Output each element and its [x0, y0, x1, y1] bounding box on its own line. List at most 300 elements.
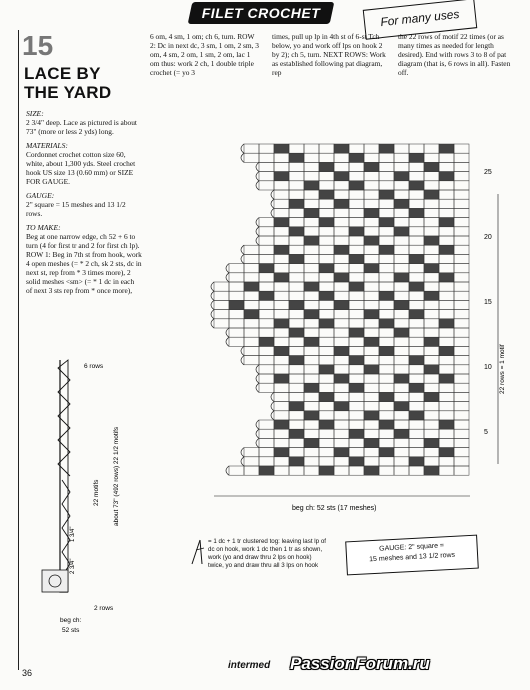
mesh-cell	[319, 319, 334, 328]
section-banner	[188, 2, 335, 24]
size-heading: SIZE:	[26, 109, 44, 118]
mesh-cell	[364, 365, 379, 374]
edge-loop	[256, 162, 259, 171]
mesh-cell	[334, 208, 349, 217]
mesh-cell	[259, 291, 274, 300]
edge-loop	[226, 337, 229, 346]
edge-loop	[241, 153, 244, 162]
mesh-cell	[364, 254, 379, 263]
pattern-title	[24, 64, 111, 102]
mesh-cell	[439, 208, 454, 217]
mesh-cell	[349, 254, 364, 263]
mesh-cell	[409, 172, 424, 181]
mesh-cell	[394, 411, 409, 420]
mesh-cell	[289, 153, 304, 162]
mesh-cell	[409, 300, 424, 309]
mesh-cell	[274, 356, 289, 365]
mesh-cell	[244, 245, 259, 254]
mesh-cell	[349, 227, 364, 236]
mesh-cell	[214, 319, 229, 328]
mesh-cell	[304, 402, 319, 411]
mesh-cell	[394, 356, 409, 365]
mesh-cell	[379, 208, 394, 217]
rows-bottom-label: 2 rows	[94, 605, 114, 612]
margin-rule	[18, 30, 19, 670]
mesh-cell	[274, 254, 289, 263]
mesh-cell	[319, 254, 334, 263]
mesh-cell	[439, 153, 454, 162]
mesh-cell	[424, 172, 439, 181]
mesh-cell	[334, 374, 349, 383]
mesh-cell	[439, 448, 454, 457]
mesh-cell	[379, 264, 394, 273]
mesh-cell	[259, 172, 274, 181]
page-number: 36	[22, 668, 33, 678]
mesh-cell	[319, 374, 334, 383]
mesh-cell	[349, 346, 364, 355]
mesh-cell	[274, 429, 289, 438]
mesh-cell	[379, 466, 394, 475]
gauge-heading: GAUGE:	[26, 191, 55, 200]
mesh-cell	[289, 273, 304, 282]
mesh-cell	[439, 402, 454, 411]
title-line-2: THE YARD	[24, 83, 112, 102]
mesh-cell	[409, 411, 424, 420]
edge-loop	[256, 420, 259, 429]
mesh-cell	[409, 162, 424, 171]
mesh-cell	[364, 144, 379, 153]
pattern-number: 15	[22, 30, 54, 61]
mesh-cell	[424, 383, 439, 392]
mesh-cell	[229, 337, 244, 346]
mesh-cell	[424, 208, 439, 217]
mesh-cell	[364, 438, 379, 447]
mesh-cell	[319, 337, 334, 346]
mesh-cell	[409, 448, 424, 457]
mesh-cell	[334, 438, 349, 447]
mesh-cell	[349, 356, 364, 365]
mesh-cell	[304, 291, 319, 300]
mesh-cell	[349, 291, 364, 300]
mesh-cell	[304, 162, 319, 171]
mesh-cell	[364, 199, 379, 208]
mesh-cell	[364, 264, 379, 273]
mesh-cell	[319, 411, 334, 420]
row-label-25: 25	[484, 169, 492, 176]
mesh-cell	[349, 300, 364, 309]
mesh-cell	[349, 245, 364, 254]
mesh-cell	[274, 218, 289, 227]
mesh-cell	[409, 346, 424, 355]
mesh-cell	[454, 383, 469, 392]
mesh-cell	[319, 199, 334, 208]
mesh-cell	[244, 319, 259, 328]
edge-loop	[256, 227, 259, 236]
mesh-cell	[304, 208, 319, 217]
mesh-cell	[439, 227, 454, 236]
mesh-cell	[319, 208, 334, 217]
mesh-cell	[364, 420, 379, 429]
mesh-cell	[364, 245, 379, 254]
mesh-cell	[304, 264, 319, 273]
lace-schematic	[40, 356, 150, 636]
mesh-cell	[394, 199, 409, 208]
mesh-cell	[259, 254, 274, 263]
mesh-cell	[319, 153, 334, 162]
mesh-cell	[304, 310, 319, 319]
mesh-cell	[454, 374, 469, 383]
mesh-cell	[379, 144, 394, 153]
edge-loop	[256, 429, 259, 438]
mesh-cell	[334, 365, 349, 374]
mesh-cell	[244, 310, 259, 319]
mesh-cell	[334, 181, 349, 190]
mesh-cell	[424, 236, 439, 245]
mesh-cell	[454, 282, 469, 291]
mesh-cell	[229, 264, 244, 273]
mesh-cell	[394, 291, 409, 300]
mesh-cell	[439, 328, 454, 337]
mesh-cell	[394, 300, 409, 309]
mesh-cell	[334, 227, 349, 236]
mesh-cell	[274, 383, 289, 392]
mesh-cell	[289, 337, 304, 346]
mesh-cell	[289, 356, 304, 365]
mesh-cell	[454, 457, 469, 466]
mesh-cell	[259, 162, 274, 171]
mesh-cell	[304, 374, 319, 383]
mesh-cell	[304, 273, 319, 282]
mesh-cell	[349, 162, 364, 171]
mesh-cell	[244, 300, 259, 309]
mesh-cell	[409, 383, 424, 392]
mesh-cell	[394, 245, 409, 254]
edge-loop	[211, 300, 214, 309]
mesh-cell	[289, 310, 304, 319]
mesh-cell	[424, 273, 439, 282]
mesh-cell	[304, 411, 319, 420]
edge-loop	[241, 346, 244, 355]
mesh-cell	[244, 337, 259, 346]
mesh-cell	[394, 144, 409, 153]
mesh-cell	[364, 466, 379, 475]
mesh-cell	[274, 411, 289, 420]
mesh-cell	[454, 328, 469, 337]
mesh-cell	[289, 466, 304, 475]
mesh-cell	[454, 199, 469, 208]
mesh-cell	[319, 420, 334, 429]
mesh-cell	[394, 208, 409, 217]
mesh-cell	[259, 273, 274, 282]
mesh-cell	[424, 254, 439, 263]
mesh-cell	[304, 448, 319, 457]
mesh-cell	[364, 411, 379, 420]
mesh-cell	[364, 392, 379, 401]
mesh-cell	[319, 190, 334, 199]
mesh-cell	[274, 328, 289, 337]
mesh-cell	[334, 448, 349, 457]
mesh-cell	[304, 356, 319, 365]
mesh-cell	[424, 411, 439, 420]
mesh-cell	[439, 273, 454, 282]
mesh-cell	[274, 420, 289, 429]
motifs-label: 22 motifs	[93, 479, 100, 506]
mesh-cell	[274, 208, 289, 217]
mesh-cell	[319, 282, 334, 291]
mesh-cell	[439, 254, 454, 263]
mesh-cell	[409, 319, 424, 328]
mesh-cell	[334, 218, 349, 227]
mesh-cell	[439, 420, 454, 429]
edge-loop	[271, 199, 274, 208]
mesh-cell	[259, 420, 274, 429]
mesh-cell	[334, 172, 349, 181]
mesh-cell	[289, 208, 304, 217]
mesh-cell	[304, 365, 319, 374]
mesh-cell	[394, 337, 409, 346]
mesh-cell	[304, 190, 319, 199]
mesh-cell	[379, 181, 394, 190]
mesh-cell	[349, 411, 364, 420]
mesh-cell	[379, 402, 394, 411]
mesh-cell	[394, 346, 409, 355]
mesh-cell	[439, 245, 454, 254]
row-label-5: 5	[484, 429, 488, 436]
mesh-cell	[454, 337, 469, 346]
mesh-cell	[454, 245, 469, 254]
mesh-cell	[259, 310, 274, 319]
mesh-cell	[379, 310, 394, 319]
mesh-cell	[274, 172, 289, 181]
mesh-cell	[334, 273, 349, 282]
mesh-cell	[364, 190, 379, 199]
edge-loop	[256, 374, 259, 383]
mesh-cell	[289, 264, 304, 273]
mesh-cell	[244, 346, 259, 355]
mesh-cell	[409, 218, 424, 227]
mesh-cell	[304, 337, 319, 346]
mesh-cell	[409, 227, 424, 236]
mesh-cell	[259, 181, 274, 190]
mesh-cell	[424, 337, 439, 346]
mesh-cell	[259, 346, 274, 355]
mesh-cell	[319, 392, 334, 401]
mesh-cell	[409, 208, 424, 217]
mesh-cell	[334, 356, 349, 365]
mesh-cell	[364, 337, 379, 346]
mesh-cell	[439, 429, 454, 438]
mesh-cell	[379, 162, 394, 171]
mesh-cell	[379, 254, 394, 263]
mesh-cell	[424, 346, 439, 355]
mesh-cell	[379, 245, 394, 254]
mesh-cell	[424, 328, 439, 337]
mesh-cell	[454, 227, 469, 236]
mesh-cell	[319, 365, 334, 374]
mesh-cell	[304, 319, 319, 328]
mesh-cell	[349, 190, 364, 199]
mesh-cell	[319, 429, 334, 438]
mesh-cell	[319, 291, 334, 300]
brand-logo: intermed	[228, 660, 271, 671]
edge-loop	[211, 291, 214, 300]
mesh-cell	[364, 374, 379, 383]
mesh-cell	[274, 310, 289, 319]
mesh-cell	[289, 254, 304, 263]
mesh-cell	[289, 172, 304, 181]
mesh-cell	[409, 310, 424, 319]
mesh-cell	[439, 300, 454, 309]
mesh-cell	[349, 402, 364, 411]
mesh-cell	[394, 273, 409, 282]
mesh-cell	[454, 346, 469, 355]
mesh-cell	[409, 356, 424, 365]
mesh-cell	[304, 181, 319, 190]
mesh-cell	[259, 429, 274, 438]
mesh-cell	[379, 356, 394, 365]
materials-heading: MATERIALS:	[26, 141, 68, 150]
mesh-cell	[409, 264, 424, 273]
mesh-cell	[229, 319, 244, 328]
column-4-text: the 22 rows of motif 22 times (or as many times as needed for length desired). End with rows 3 to 8 of pat diagram (that is, 6 rows in all). Fasten off.	[398, 32, 511, 77]
gauge-text: 2" square = 15 meshes and 13 1/2 rows.	[26, 200, 126, 218]
mesh-cell	[304, 328, 319, 337]
mesh-cell	[349, 153, 364, 162]
mesh-cell	[289, 218, 304, 227]
mesh-cell	[439, 319, 454, 328]
mesh-cell	[364, 346, 379, 355]
edge-loop	[241, 144, 244, 153]
edge-loop	[271, 190, 274, 199]
edge-loop	[226, 264, 229, 273]
mesh-cell	[424, 466, 439, 475]
mesh-cell	[394, 402, 409, 411]
mesh-cell	[379, 448, 394, 457]
mesh-cell	[274, 346, 289, 355]
mesh-cell	[319, 264, 334, 273]
mesh-cell	[409, 153, 424, 162]
mesh-cell	[259, 466, 274, 475]
mesh-cell	[319, 144, 334, 153]
mesh-cell	[274, 466, 289, 475]
length-label: about 73" (492 rows) 22 1/2 motifs	[113, 426, 120, 526]
tag-box: For many uses	[363, 0, 478, 40]
mesh-cell	[394, 457, 409, 466]
mesh-cell	[454, 310, 469, 319]
mesh-cell	[379, 153, 394, 162]
mesh-cell	[229, 328, 244, 337]
mesh-cell	[274, 319, 289, 328]
mesh-cell	[364, 356, 379, 365]
mesh-cell	[394, 374, 409, 383]
mesh-cell	[214, 300, 229, 309]
mesh-cell	[244, 291, 259, 300]
mesh-cell	[409, 457, 424, 466]
mesh-cell	[334, 337, 349, 346]
mesh-cell	[319, 172, 334, 181]
mesh-cell	[274, 374, 289, 383]
mesh-cell	[349, 365, 364, 374]
edge-loop	[256, 236, 259, 245]
mesh-cell	[289, 420, 304, 429]
gauge-box	[345, 535, 479, 576]
mesh-cell	[454, 273, 469, 282]
mesh-cell	[259, 337, 274, 346]
row-label-20: 20	[484, 234, 492, 241]
edge-loop	[256, 172, 259, 181]
mesh-cell	[409, 282, 424, 291]
mesh-cell	[454, 254, 469, 263]
mesh-cell	[439, 392, 454, 401]
mesh-cell	[379, 227, 394, 236]
mesh-cell	[424, 291, 439, 300]
mesh-cell	[334, 199, 349, 208]
mesh-cell	[454, 144, 469, 153]
legend-text: = 1 dc + 1 tr clustered tog: leaving last lp of dc on hook, work 1 dc then 1 tr as shown, work (yo and draw thru 2 lps on hook) twice, yo and draw thru all 3 lps on hook	[208, 538, 326, 569]
mesh-cell	[394, 190, 409, 199]
mesh-cell	[379, 457, 394, 466]
mesh-cell	[424, 365, 439, 374]
gauge-line-1: GAUGE: 2" square =	[379, 542, 445, 553]
edge-loop	[271, 411, 274, 420]
mesh-cell	[379, 374, 394, 383]
mesh-cell	[229, 273, 244, 282]
mesh-cell	[274, 282, 289, 291]
mesh-cell	[259, 356, 274, 365]
mesh-cell	[334, 162, 349, 171]
mesh-cell	[439, 374, 454, 383]
mesh-cell	[364, 310, 379, 319]
mesh-cell	[394, 466, 409, 475]
mesh-cell	[304, 227, 319, 236]
mesh-cell	[304, 383, 319, 392]
mesh-cell	[274, 365, 289, 374]
mesh-cell	[454, 264, 469, 273]
mesh-cell	[349, 438, 364, 447]
mesh-cell	[334, 282, 349, 291]
mesh-cell	[259, 383, 274, 392]
mesh-cell	[244, 264, 259, 273]
mesh-cell	[424, 374, 439, 383]
mesh-cell	[379, 199, 394, 208]
mesh-cell	[289, 245, 304, 254]
edge-loop	[241, 457, 244, 466]
mesh-cell	[409, 337, 424, 346]
mesh-cell	[334, 319, 349, 328]
mesh-cell	[409, 438, 424, 447]
mesh-cell	[304, 429, 319, 438]
mesh-cell	[454, 153, 469, 162]
watermark: PassionForum.ru	[290, 654, 430, 673]
mesh-cell	[424, 264, 439, 273]
edge-loop	[241, 356, 244, 365]
mesh-cell	[454, 218, 469, 227]
edge-loop	[241, 448, 244, 457]
mesh-cell	[364, 383, 379, 392]
mesh-cell	[439, 144, 454, 153]
mesh-cell	[424, 420, 439, 429]
mesh-cell	[289, 328, 304, 337]
mesh-cell	[289, 181, 304, 190]
title-line-1: LACE BY	[24, 64, 101, 83]
mesh-cell	[319, 227, 334, 236]
mesh-cell	[379, 411, 394, 420]
mesh-cell	[259, 300, 274, 309]
mesh-cell	[439, 172, 454, 181]
mesh-cell	[244, 466, 259, 475]
edge-loop	[271, 392, 274, 401]
column-3-text: times, pull up lp in 4th st of 6-st Tch below, yo and work off lps on hook 2 by 2); ch 5, turn. NEXT ROWS: Work as established following pat diagram, rep	[272, 32, 386, 77]
